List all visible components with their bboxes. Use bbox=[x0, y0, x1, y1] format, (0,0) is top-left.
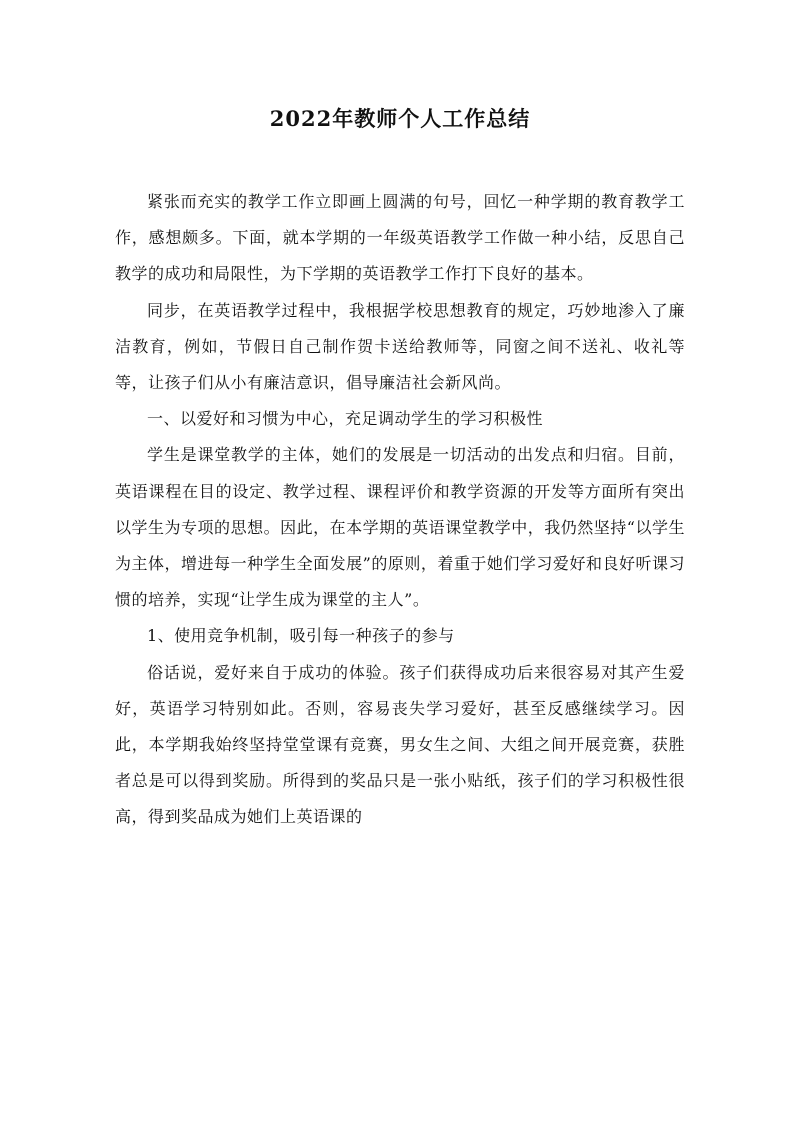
section-heading-1: 一、以爱好和习惯为中心，充足调动学生的学习积极性 bbox=[147, 409, 544, 429]
paragraph-competition: 俗话说，爱好来自于成功的体验。孩子们获得成功后来很容易对其产生爱好，英语学习特别如此。否则，容易丧失学习爱好，甚至反感继续学习。因此，本学期我始终坚持堂堂课有竞赛，男女生之间、大组之间开展竞赛，获胜者总是可以得到奖励。所得到的奖品只是一张小贴纸，孩子们的学习积极性很高，得到奖品成为她们上英语课的 bbox=[115, 662, 685, 827]
paragraph-student-centered: 学生是课堂教学的主体，她们的发展是一切活动的出发点和归宿。目前，英语课程在目的设定、教学过程、课程评价和教学资源的开发等方面所有突出以学生为专项的思想。因此，在本学期的英语课堂教学中，我仍然坚持“以学生为主体，增进每一种学生全面发展”的原则，着重于她们学习爱好和良好听课习惯的培养，实现“让学生成为课堂的主人”。 bbox=[115, 445, 685, 610]
paragraph-intro: 紧张而充实的教学工作立即画上圆满的句号，回忆一种学期的教育教学工作，感想颇多。下面，就本学期的一年级英语教学工作做一种小结，反思自己教学的成功和局限性，为下学期的英语教学工作打下良好的基本。 bbox=[115, 192, 685, 284]
paragraph-integrity-education: 同步，在英语教学过程中，我根据学校思想教育的规定，巧妙地渗入了廉洁教育，例如，节假日自己制作贺卡送给教师等，同窗之间不送礼、收礼等等，让孩子们从小有廉洁意识，倡导廉洁社会新风尚。 bbox=[115, 300, 685, 393]
subsection-heading-1: 1、使用竞争机制，吸引每一种孩子的参与 bbox=[147, 626, 455, 646]
document-body bbox=[115, 184, 685, 836]
document-title: 2022年教师个人工作总结 bbox=[269, 106, 531, 131]
